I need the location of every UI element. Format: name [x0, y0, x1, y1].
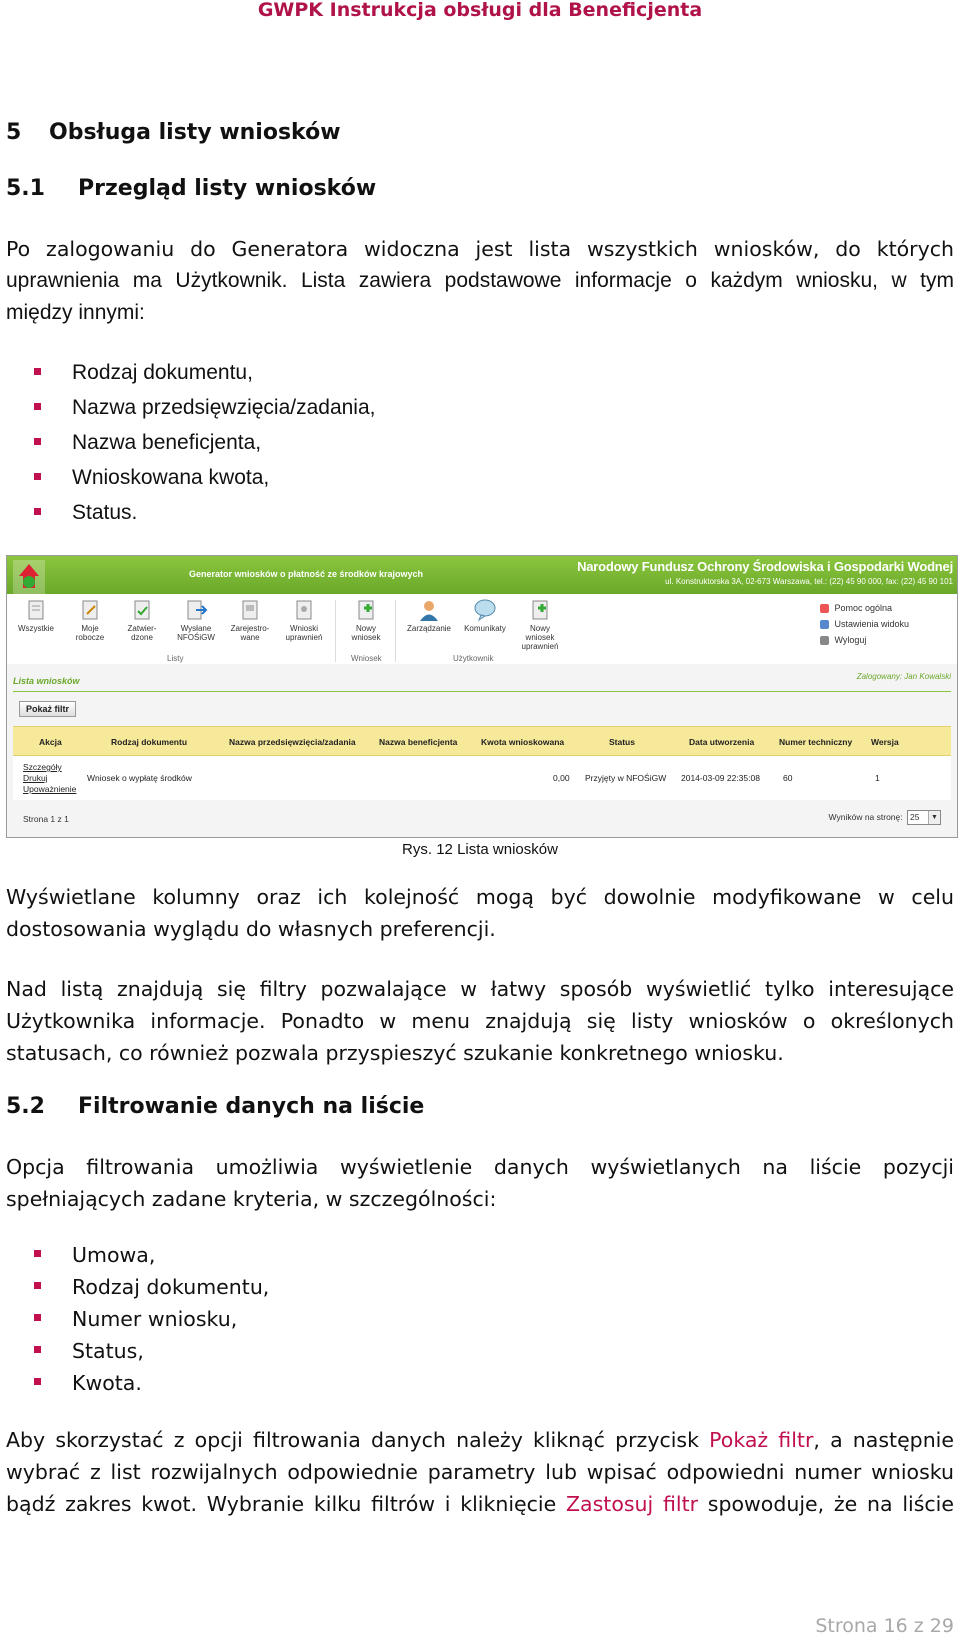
column-header[interactable]: Nazwa beneficjenta: [379, 737, 458, 747]
subsection-title: Przegląd listy wniosków: [78, 176, 377, 201]
sent-icon: [184, 598, 208, 622]
apply-filter-reference: Zastosuj filtr: [566, 1492, 699, 1516]
show-filter-reference: Pokaż filtr: [709, 1428, 814, 1452]
show-filter-button[interactable]: Pokaż filtr: [19, 701, 76, 717]
section-heading: [6, 120, 341, 145]
list-item: Numer wniosku,: [34, 1303, 269, 1335]
text-line: wybrać z list rozwijalnych odpowiednie parametry lub wpisać odpowiedni numer wniosku: [6, 1460, 954, 1484]
per-page-select[interactable]: 25 ▼: [907, 810, 941, 825]
permissions-icon: [292, 598, 316, 622]
per-page-label: Wyników na stronę:: [828, 811, 903, 822]
request-list-panel: [7, 664, 957, 838]
settings-icon: [820, 620, 829, 629]
intro-paragraph: [6, 233, 954, 329]
text-line: dostosowania wyglądu do własnych preferencji.: [6, 917, 496, 941]
subsection-heading: [6, 176, 376, 201]
logout-link[interactable]: Wyloguj: [820, 632, 909, 648]
drafts-icon: [78, 598, 102, 622]
toolbar-button-new-request[interactable]: Nowy wniosek: [343, 598, 389, 642]
column-header[interactable]: Status: [609, 737, 635, 747]
user-manage-icon: [417, 598, 441, 622]
group-label-lists: Listy: [167, 654, 184, 663]
bullet-icon: [34, 473, 41, 480]
bullet-icon: [34, 368, 41, 375]
subsection-number: 5.2: [6, 1094, 45, 1119]
toolbar-button-permissions[interactable]: Wnioski uprawnień: [281, 598, 327, 642]
toolbar-separator: [395, 600, 396, 662]
messages-icon: [473, 598, 497, 622]
new-permission-icon: [528, 598, 552, 622]
help-link[interactable]: Pomoc ogólna: [820, 600, 909, 616]
subsection-title: Filtrowanie danych na liście: [78, 1094, 425, 1119]
app-title: Generator wniosków o płatność ze środków krajowych: [189, 569, 424, 579]
column-header[interactable]: Nazwa przedsięwzięcia/zadania: [229, 737, 356, 747]
section-number: 5: [6, 120, 22, 145]
toolbar-button-new-permission[interactable]: Nowy wniosek uprawnień: [517, 598, 563, 651]
view-settings-link[interactable]: Ustawienia widoku: [820, 616, 909, 632]
paragraph-columns: [6, 881, 954, 945]
table-row: [13, 756, 951, 800]
chevron-down-icon: ▼: [928, 811, 940, 824]
list-item: Rodzaj dokumentu,: [34, 1271, 269, 1303]
authorization-link[interactable]: Upoważnienie: [23, 784, 77, 794]
column-header[interactable]: Akcja: [39, 737, 62, 747]
bullet-icon: [34, 1282, 41, 1289]
info-list: [34, 355, 376, 530]
bullet-icon: [34, 1378, 41, 1385]
logout-icon: [820, 636, 829, 645]
list-item: Nazwa beneficjenta,: [34, 425, 376, 460]
text-line: statusach, co również pozwala przyspieszyć szukanie konkretnego wniosku.: [6, 1041, 784, 1065]
text-line: między innymi:: [6, 301, 145, 324]
cell-status: Przyjęty w NFOŚiGW: [585, 773, 667, 783]
paragraph-filters: [6, 973, 954, 1069]
logged-user: Zalogowany: Jan Kowalski: [856, 672, 951, 681]
bullet-icon: [34, 1346, 41, 1353]
list-item: Status.: [34, 495, 376, 530]
column-header[interactable]: Kwota wnioskowana: [481, 737, 565, 747]
list-item: Kwota.: [34, 1367, 269, 1399]
section-title: Obsługa listy wniosków: [49, 120, 341, 145]
bullet-icon: [34, 403, 41, 410]
subsection-heading: [6, 1094, 424, 1119]
list-title: Lista wniosków: [13, 676, 80, 686]
toolbar-button-approved[interactable]: Zatwier- dzone: [119, 598, 165, 642]
all-docs-icon: [24, 598, 48, 622]
cell-amount: 0,00: [553, 773, 570, 783]
cell-version: 1: [875, 773, 880, 783]
top-right-links: [820, 600, 909, 648]
toolbar-button-drafts[interactable]: Moje robocze: [67, 598, 113, 642]
ribbon-toolbar: [7, 594, 957, 664]
toolbar-button-messages[interactable]: Komunikaty: [459, 598, 511, 633]
text-line: Opcja filtrowania umożliwia wyświetlenie danych wyświetlanych na liście pozycji: [6, 1155, 954, 1179]
approved-icon: [130, 598, 154, 622]
column-header[interactable]: Rodzaj dokumentu: [111, 737, 188, 747]
column-header[interactable]: Data utworzenia: [689, 737, 755, 747]
divider: [13, 691, 951, 692]
cell-created: 2014-03-09 22:35:08: [681, 773, 760, 783]
document-header: GWPK Instrukcja obsługi dla Beneficjenta: [257, 0, 703, 21]
details-link[interactable]: Szczegóły: [23, 762, 62, 772]
print-link[interactable]: Drukuj: [23, 773, 48, 783]
bullet-icon: [34, 508, 41, 515]
org-name: Narodowy Fundusz Ochrony Środowiska i Gospodarki Wodnej: [577, 559, 953, 574]
paragraph-filter-howto: [6, 1424, 954, 1520]
toolbar-button-all[interactable]: Wszystkie: [13, 598, 59, 633]
pager-info: Strona 1 z 1: [23, 814, 69, 824]
list-item: Status,: [34, 1335, 269, 1367]
subsection-number: 5.1: [6, 176, 45, 201]
per-page-control: [829, 810, 941, 825]
help-icon: [820, 604, 829, 613]
grid-header: [13, 726, 951, 756]
toolbar-button-sent[interactable]: Wysłane NFOŚiGW: [173, 598, 219, 642]
list-item: Nazwa przedsięwzięcia/zadania,: [34, 390, 376, 425]
text-line: bądź zakres kwot. Wybranie kilku filtrów i kliknięcie Zastosuj filtr spowoduje, że na liście: [6, 1492, 954, 1516]
fund-logo-icon: [13, 560, 45, 594]
list-item: Rodzaj dokumentu,: [34, 355, 376, 390]
list-item: Umowa,: [34, 1239, 269, 1271]
group-label-request: Wniosek: [351, 654, 382, 663]
text-line: uprawnienia ma Użytkownik. Lista zawiera podstawowe informacje o każdym wniosku, w tym: [6, 269, 954, 292]
column-header[interactable]: Wersja: [871, 737, 899, 747]
column-header[interactable]: Numer techniczny: [779, 737, 853, 747]
text-line: Użytkownika informacje. Ponadto w menu znajdują się listy wniosków o określonych: [6, 1009, 954, 1033]
text-line: Wyświetlane kolumny oraz ich kolejność mogą być dowolnie modyfikowane w celu: [6, 885, 954, 909]
bullet-icon: [34, 1250, 41, 1257]
filter-criteria-list: [34, 1239, 269, 1399]
text-line: Aby skorzystać z opcji filtrowania danych należy kliknąć przycisk Pokaż filtr, a następnie: [6, 1428, 954, 1452]
cell-tech-no: 60: [783, 773, 793, 783]
text-line: Nad listą znajdują się filtry pozwalające w łatwy sposób wyświetlić tylko interesujące: [6, 977, 954, 1001]
bullet-icon: [34, 1314, 41, 1321]
text-line: Po zalogowaniu do Generatora widoczna jest lista wszystkich wniosków, do których: [6, 237, 954, 261]
group-label-user: Użytkownik: [453, 654, 494, 663]
toolbar-button-management[interactable]: Zarządzanie: [403, 598, 455, 633]
toolbar-separator: [335, 600, 336, 662]
toolbar-button-registered[interactable]: Zarejestro- wane: [227, 598, 273, 642]
cell-doc-type: Wniosek o wypłatę środków: [87, 773, 192, 783]
list-item: Wnioskowana kwota,: [34, 460, 376, 495]
bullet-icon: [34, 438, 41, 445]
registered-icon: [238, 598, 262, 622]
paragraph-filter-options: [6, 1151, 954, 1215]
new-request-icon: [354, 598, 378, 622]
row-actions: [23, 762, 76, 795]
org-address: ul. Konstruktorska 3A, 02-673 Warszawa, tel.: (22) 45 90 000, fax: (22) 45 90 101: [665, 577, 953, 586]
page-footer: Strona 16 z 29: [815, 1615, 954, 1637]
figure-caption: Rys. 12 Lista wniosków: [402, 841, 558, 858]
screenshot-figure: [6, 555, 958, 838]
app-banner: [7, 556, 957, 594]
text-line: spełniających zadane kryteria, w szczególności:: [6, 1187, 497, 1211]
